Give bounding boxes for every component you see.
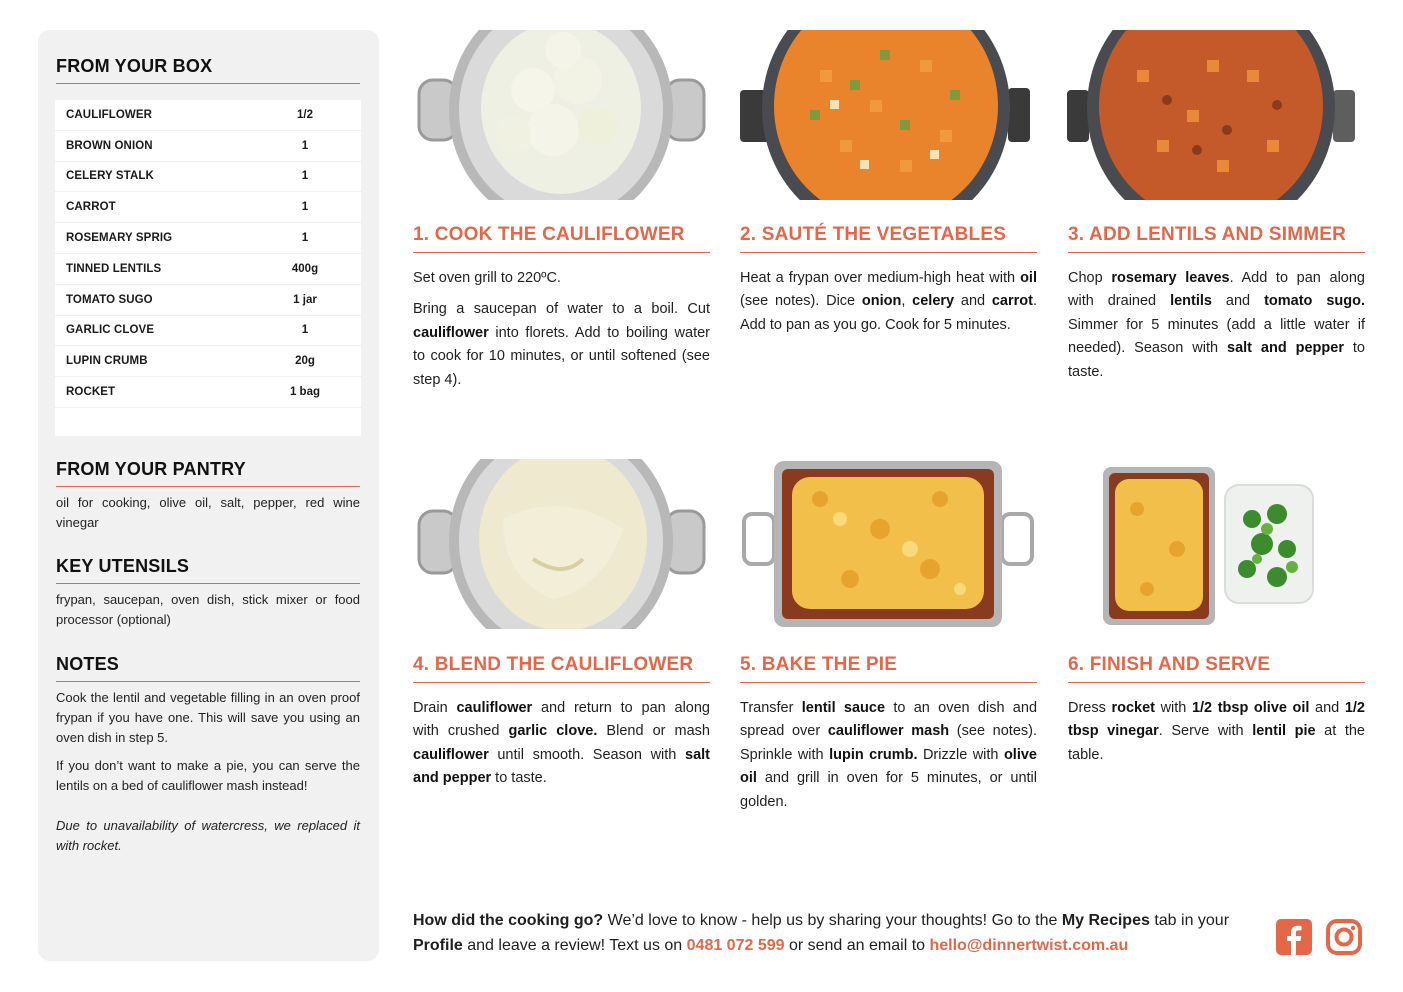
ingredient-highlight: salt and pepper: [413, 746, 710, 787]
feedback-footer: [413, 908, 1263, 958]
utensils-text: frypan, saucepan, oven dish, stick mixer or food processor (optional): [56, 592, 360, 627]
ingredient-highlight: carrot: [991, 293, 1033, 310]
instruction-text: Dress: [1068, 700, 1112, 716]
footer-text-2: tab in your: [1149, 912, 1230, 929]
ingredient-name: CELERY STALK: [66, 170, 154, 183]
ingredient-highlight: rocket: [1111, 700, 1155, 716]
step-3-photo: [1067, 30, 1364, 200]
ingredient-row: [55, 285, 361, 316]
ingredient-highlight: cauliflower: [456, 700, 533, 716]
step-1-text: [413, 267, 710, 400]
instruction-text: with: [1155, 700, 1192, 716]
step-5-text: [740, 697, 1037, 822]
instruction-text: (see notes). Sprinkle with: [740, 723, 1037, 763]
instruction-text: Transfer: [740, 700, 802, 716]
instruction-text: Heat a frypan over medium-high heat with: [740, 270, 1021, 286]
instruction-text: Chop: [1068, 270, 1112, 286]
step-1-photo: [413, 30, 710, 200]
step-5-title: 5. BAKE THE PIE: [740, 654, 1037, 683]
instruction-text: (see notes). Dice: [740, 293, 862, 310]
profile-link[interactable]: Profile: [413, 937, 463, 954]
my-recipes-link[interactable]: My Recipes: [1061, 912, 1150, 929]
footer-text-1: We’d love to know - help us by sharing your thoughts! Go to the: [603, 912, 1062, 929]
step-1-title: 1. COOK THE CAULIFLOWER: [413, 224, 710, 253]
instruction-text: . Serve with: [1158, 723, 1253, 740]
email-link[interactable]: hello@dinnertwist.com.au: [929, 937, 1129, 954]
ingredient-name: GARLIC CLOVE: [66, 324, 155, 337]
step-4-photo: [413, 459, 710, 629]
instruction-text: and grill in oven for 5 minutes, or until golden.: [740, 770, 1037, 810]
ingredient-qty: 1: [301, 139, 309, 152]
instruction-text: until smooth. Season with: [488, 746, 685, 763]
step-2-photo: [740, 30, 1037, 200]
pantry-text: oil for cooking, olive oil, salt, pepper, red wine vinegar: [56, 495, 360, 530]
notes-paragraph-3: Due to unavailability of watercress, we replaced it with rocket.: [56, 818, 360, 853]
ingredient-row: [55, 377, 361, 408]
ingredient-highlight: 1/2 tbsp olive oil: [1191, 700, 1310, 716]
ingredient-highlight: oil: [1020, 270, 1037, 286]
instruction-text: Blend or mash: [597, 723, 710, 740]
ingredient-highlight: lentil pie: [1252, 723, 1316, 740]
phone-link[interactable]: 0481 072 599: [686, 937, 785, 954]
instruction-text: and: [1309, 700, 1345, 716]
ingredient-name: ROCKET: [66, 386, 116, 399]
ingredient-row: [55, 131, 361, 162]
ingredient-qty: 1/2: [297, 108, 313, 121]
ingredient-name: TOMATO SUGO: [66, 293, 153, 306]
ingredient-qty: 20g: [295, 355, 315, 368]
ingredient-qty: 1: [301, 232, 309, 245]
footer-text-4: or send an email to: [784, 937, 930, 954]
ingredient-qty: 1: [301, 324, 309, 337]
step-6-photo: [1067, 459, 1364, 629]
footer-question: How did the cooking go?: [413, 912, 604, 929]
instruction-text: to an oven dish and spread over: [740, 700, 1038, 740]
step-4-title: 4. BLEND THE CAULIFLOWER: [413, 654, 710, 683]
ingredient-highlight: cauliflower: [413, 324, 489, 341]
instruction-text: Set oven grill to 220ºC.: [413, 270, 561, 286]
ingredient-row: [55, 346, 361, 377]
instruction-text: to taste.: [491, 770, 547, 787]
ingredient-name: CARROT: [66, 201, 116, 214]
step-3-title: 3. ADD LENTILS AND SIMMER: [1068, 224, 1365, 253]
box-title: FROM YOUR BOX: [56, 56, 360, 84]
ingredient-name: CAULIFLOWER: [66, 108, 153, 121]
instruction-text: ,: [901, 293, 913, 310]
instruction-text: Drizzle with: [917, 746, 1004, 763]
ingredient-name: TINNED LENTILS: [66, 262, 162, 275]
ingredient-row: [55, 192, 361, 223]
ingredients-panel: [38, 30, 379, 961]
instruction-text: and return to pan along with crushed: [413, 700, 710, 740]
ingredient-qty: 1 jar: [293, 293, 317, 306]
step-5-photo: [740, 459, 1037, 629]
instruction-text: to taste.: [1068, 340, 1365, 380]
ingredient-highlight: lentils: [1170, 293, 1212, 310]
ingredient-highlight: onion: [861, 293, 902, 310]
instruction-text: at the table.: [1068, 723, 1365, 763]
ingredient-qty: 1 bag: [289, 386, 321, 399]
ingredient-row: [55, 254, 361, 285]
step-6-title: 6. FINISH AND SERVE: [1068, 654, 1365, 683]
instruction-text: Bring a saucepan of water to a boil. Cut: [413, 301, 710, 318]
ingredient-row: [55, 316, 361, 347]
instruction-text: Drain: [413, 700, 457, 716]
ingredient-qty: 1: [301, 170, 309, 183]
instruction-text: Simmer for 5 minutes (add a little water if needed). Season with: [1068, 316, 1365, 357]
ingredient-highlight: tomato sugo.: [1264, 293, 1366, 310]
notes-paragraph-2: If you don’t want to make a pie, you can serve the lentils on a bed of cauliflower mash instead!: [56, 758, 360, 793]
ingredient-name: LUPIN CRUMB: [66, 355, 148, 368]
ingredient-name: ROSEMARY SPRIG: [66, 232, 173, 245]
ingredient-qty: 400g: [291, 262, 319, 275]
step-2-text: [740, 267, 1037, 345]
notes-title: NOTES: [56, 654, 360, 682]
ingredients-table: [55, 100, 361, 436]
ingredient-highlight: 1/2 tbsp vinegar: [1068, 700, 1366, 740]
step-3-text: [1068, 267, 1365, 392]
step-4-text: [413, 697, 710, 799]
ingredient-highlight: rosemary leaves: [1111, 270, 1230, 286]
pantry-title: FROM YOUR PANTRY: [56, 459, 360, 487]
ingredient-qty: 1: [301, 201, 309, 214]
step-2-title: 2. SAUTÉ THE VEGETABLES: [740, 224, 1037, 253]
footer-text-3: and leave a review! Text us on: [462, 937, 687, 954]
ingredient-row: [55, 100, 361, 131]
step-6-text: [1068, 697, 1365, 775]
ingredient-row: [55, 162, 361, 193]
ingredient-highlight: salt and pepper: [1227, 340, 1344, 357]
utensils-title: KEY UTENSILS: [56, 556, 360, 584]
ingredient-highlight: cauliflower mash: [827, 723, 950, 740]
ingredient-row: [55, 223, 361, 254]
ingredient-name: BROWN ONION: [66, 139, 153, 152]
instruction-text: . Add to pan along with drained: [1068, 270, 1365, 310]
instruction-text: . Add to pan as you go. Cook for 5 minutes.: [740, 293, 1037, 333]
instruction-text: and: [954, 293, 992, 310]
ingredient-highlight: celery: [912, 293, 955, 310]
ingredient-highlight: cauliflower: [413, 746, 489, 763]
ingredient-highlight: garlic clove.: [508, 723, 598, 740]
ingredient-highlight: lupin crumb.: [829, 746, 918, 763]
facebook-icon[interactable]: [1275, 918, 1313, 956]
instruction-text: and: [1211, 293, 1265, 310]
instruction-text: into florets. Add to boiling water to cook for 10 minutes, or until softened (see step 4).: [413, 324, 710, 388]
ingredient-highlight: lentil sauce: [801, 700, 886, 716]
ingredient-highlight: olive oil: [740, 746, 1037, 787]
notes-paragraph-1: Cook the lentil and vegetable filling in an oven proof frypan if you have one. This will save you using an oven dish in step 5.: [56, 690, 360, 745]
instagram-icon[interactable]: [1325, 918, 1363, 956]
